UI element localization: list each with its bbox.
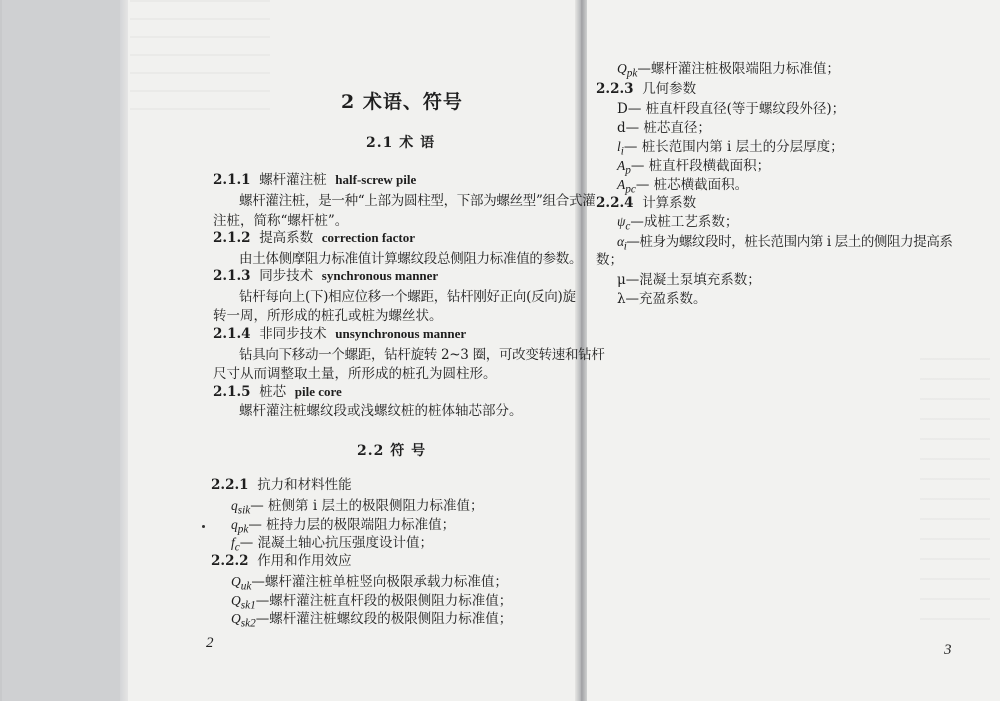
term-2-1-1-def-line2: 注桩，简称“螺杆桩”。 — [213, 213, 349, 229]
term-name-zh: 提高系数 — [259, 230, 314, 246]
symbol-Qsk2 — [231, 610, 512, 633]
term-2-1-4-def-line1: 钻具向下移动一个螺距，钻杆旋转 2~3 圈，可改变转速和钻杆 — [239, 347, 605, 363]
symbol-sub: sk1 — [240, 599, 256, 612]
show-through-texture — [130, 0, 270, 110]
term-name-en: synchronous manner — [321, 268, 439, 283]
subsection-id: 2.2.4 — [596, 195, 634, 211]
subsection-2-2-1 — [211, 476, 352, 494]
page-stack-edge — [0, 0, 2, 701]
term-name-zh: 桩芯 — [259, 384, 287, 400]
symbol-main: α — [617, 234, 624, 249]
term-2-1-3-def-line2: 转一周，所形成的桩孔或桩为螺丝状。 — [213, 308, 443, 324]
symbol-main: l — [617, 139, 621, 154]
section-heading-terms: 2.1 术 语 — [366, 135, 436, 151]
symbol-sub: pk — [626, 67, 638, 80]
subsection-title: 作用和作用效应 — [257, 553, 352, 569]
term-id: 2.1.3 — [213, 268, 251, 284]
symbol-desc: —成桩工艺系数； — [630, 214, 739, 230]
term-2-1-2-def-line1: 由土体侧摩阻力标准值计算螺纹段总侧阻力标准值的参数。 — [239, 251, 583, 267]
term-2-1-1-heading — [213, 171, 416, 189]
subsection-title: 几何参数 — [642, 81, 697, 97]
page-number-left: 2 — [206, 635, 214, 651]
symbol-desc: —螺杆灌注桩极限端阻力标准值； — [637, 61, 840, 77]
subsection-id: 2.2.3 — [596, 81, 634, 97]
coef-alpha-line2: 数； — [596, 252, 623, 268]
subsection-2-2-3 — [596, 80, 696, 98]
param-d: d— 桩芯直径； — [617, 120, 711, 136]
subsection-id: 2.2.2 — [211, 553, 249, 569]
symbol-desc: — 桩侧第 i 层土的极限侧阻力标准值； — [250, 498, 484, 514]
term-name-en: half-screw pile — [335, 172, 417, 187]
chapter-title: 2 术语、符号 — [341, 91, 463, 113]
subsection-title: 抗力和材料性能 — [257, 477, 352, 493]
term-2-1-2-heading — [213, 229, 415, 247]
term-name-en: pile core — [294, 384, 342, 399]
term-2-1-5-def-line1: 螺杆灌注桩螺纹段或浅螺纹桩的桩体轴芯部分。 — [239, 403, 523, 419]
symbol-desc: —螺杆灌注桩直杆段的极限侧阻力标准值； — [255, 593, 513, 609]
subsection-title: 计算系数 — [642, 195, 697, 211]
symbol-sub: pk — [237, 523, 249, 536]
symbol-sub: i — [620, 145, 624, 158]
symbol-main: A — [617, 158, 626, 173]
symbol-desc: — 桩持力层的极限端阻力标准值； — [248, 517, 456, 533]
coef-mu: μ—混凝土泵填充系数； — [617, 272, 761, 288]
section-heading-symbols: 2.2 符 号 — [357, 443, 427, 459]
symbol-sub: i — [623, 240, 627, 253]
term-id: 2.1.4 — [213, 326, 251, 342]
symbol-main: q — [231, 517, 238, 532]
coef-alpha — [617, 233, 953, 256]
symbol-main: Q — [231, 611, 241, 626]
symbol-main: Q — [231, 593, 241, 608]
term-name-zh: 同步技术 — [259, 268, 314, 284]
term-2-1-1-def-line1: 螺杆灌注桩，是一种“上部为圆柱型，下部为螺丝型”组合式灌 — [239, 193, 596, 209]
symbol-sub: uk — [240, 580, 252, 593]
term-2-1-4-def-line2: 尺寸从而调整取土量，所形成的桩孔为圆柱形。 — [213, 366, 497, 382]
term-name-en: correction factor — [321, 230, 416, 245]
symbol-sub: sik — [237, 504, 251, 517]
symbol-sub: c — [625, 220, 631, 233]
term-id: 2.1.2 — [213, 230, 251, 246]
show-through-texture-right — [920, 350, 990, 620]
symbol-sub: p — [625, 164, 631, 177]
symbol-main: q — [231, 498, 238, 513]
term-2-1-5-heading — [213, 383, 342, 401]
symbol-main: ψ — [617, 214, 626, 229]
term-name-zh: 非同步技术 — [259, 326, 327, 342]
subsection-2-2-2 — [211, 552, 352, 570]
symbol-main: f — [231, 535, 235, 550]
symbol-main: Q — [231, 574, 241, 589]
symbol-desc: — 混凝土轴心抗压强度设计值； — [239, 535, 434, 551]
term-id: 2.1.1 — [213, 172, 251, 188]
symbol-sub: pc — [625, 183, 636, 196]
coef-lambda: λ—充盈系数。 — [617, 291, 707, 307]
term-name-en: unsynchronous manner — [335, 326, 467, 341]
symbol-desc: —桩身为螺纹段时，桩长范围内第 i 层土的侧阻力提高系 — [626, 234, 953, 250]
symbol-desc: —螺杆灌注桩螺纹段的极限侧阻力标准值； — [255, 611, 513, 627]
param-D: D— 桩直杆段直径(等于螺纹段外径)； — [617, 101, 846, 117]
symbol-sub: sk2 — [240, 617, 256, 630]
term-2-1-4-heading — [213, 325, 466, 343]
symbol-sub: c — [234, 541, 240, 554]
symbol-desc: — 桩长范围内第 i 层土的分层厚度； — [623, 139, 844, 155]
symbol-main: Q — [617, 61, 627, 76]
term-id: 2.1.5 — [213, 384, 251, 400]
term-name-zh: 螺杆灌注桩 — [259, 172, 327, 188]
term-2-1-3-heading — [213, 267, 438, 285]
subsection-id: 2.2.1 — [211, 477, 249, 493]
symbol-desc: — 桩直杆段横截面积； — [630, 158, 771, 174]
symbol-main: A — [617, 177, 626, 192]
subsection-2-2-4 — [596, 194, 696, 212]
symbol-desc: —螺杆灌注桩单桩竖向极限承载力标准值； — [251, 574, 508, 590]
ink-speck — [202, 525, 205, 528]
page-number-right: 3 — [944, 642, 952, 658]
term-2-1-3-def-line1: 钻杆每向上(下)相应位移一个螺距，钻杆刚好正向(反向)旋 — [239, 289, 576, 305]
symbol-desc: — 桩芯横截面积。 — [635, 177, 749, 193]
